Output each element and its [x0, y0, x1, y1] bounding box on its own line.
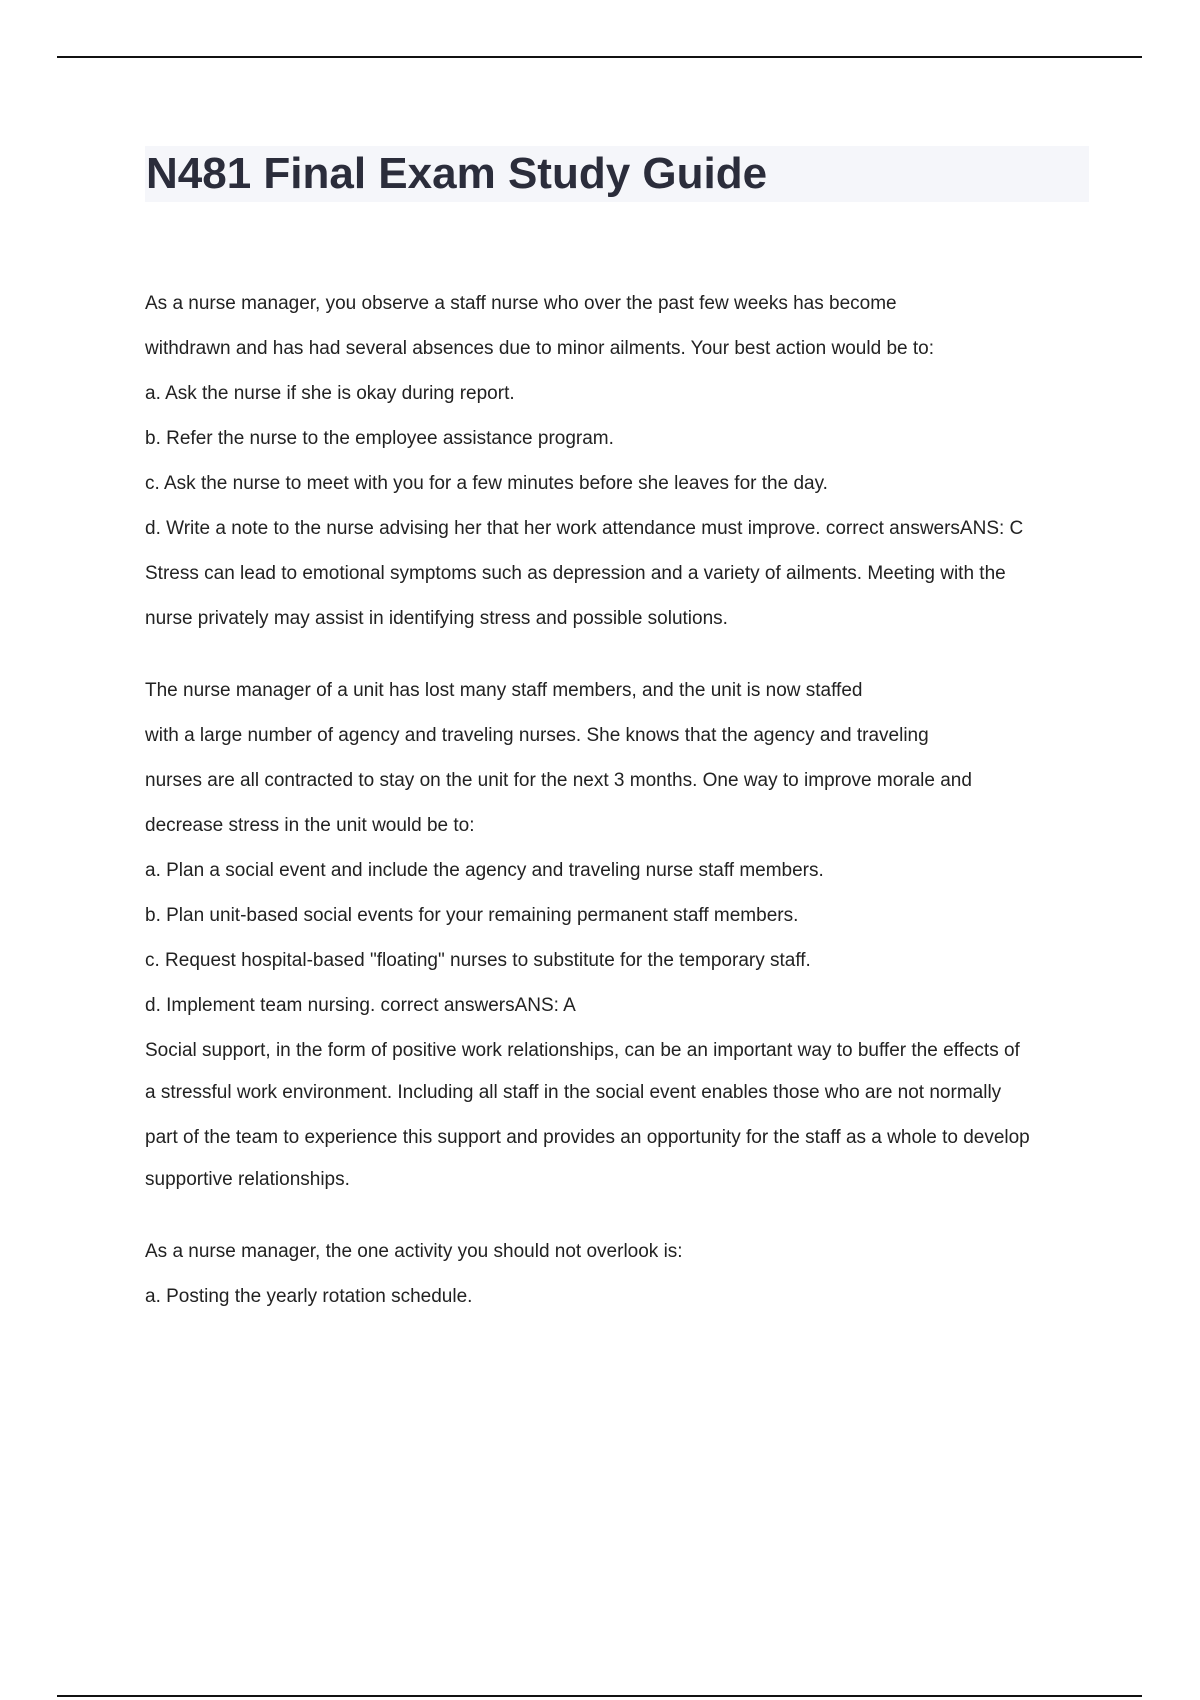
question-2-option-d: d. Implement team nursing. correct answersANS: A: [145, 995, 576, 1016]
question-1-option-a: a. Ask the nurse if she is okay during report.: [145, 383, 515, 404]
question-1-option-c: c. Ask the nurse to meet with you for a few minutes before she leaves for the day.: [145, 473, 828, 494]
question-3-line-1: As a nurse manager, the one activity you should not overlook is:: [145, 1241, 683, 1262]
question-1-line-2: withdrawn and has had several absences due to minor ailments. Your best action would be to:: [145, 338, 934, 359]
question-1-rationale-1: Stress can lead to emotional symptoms such as depression and a variety of ailments. Meeting with the: [145, 563, 1006, 584]
question-2-line-4: decrease stress in the unit would be to:: [145, 815, 475, 836]
question-2-rationale-4: supportive relationships.: [145, 1169, 350, 1190]
question-1-line-1: As a nurse manager, you observe a staff nurse who over the past few weeks has become: [145, 293, 897, 314]
question-2-option-c: c. Request hospital-based "floating" nurses to substitute for the temporary staff.: [145, 950, 811, 971]
question-2-rationale-1: Social support, in the form of positive work relationships, can be an important way to buffer the effects of: [145, 1040, 1020, 1061]
question-2-line-2: with a large number of agency and traveling nurses. She knows that the agency and traveling: [145, 725, 929, 746]
question-1-option-b: b. Refer the nurse to the employee assistance program.: [145, 428, 614, 449]
question-2-option-b: b. Plan unit-based social events for your remaining permanent staff members.: [145, 905, 799, 926]
question-1-option-d: d. Write a note to the nurse advising her that her work attendance must improve. correct answersANS: C: [145, 518, 1024, 539]
bottom-rule: [57, 1695, 1142, 1697]
document-body: [145, 292, 1095, 1309]
question-2-line-1: The nurse manager of a unit has lost many staff members, and the unit is now staffed: [145, 680, 863, 701]
question-2-rationale-3: part of the team to experience this support and provides an opportunity for the staff as a whole to develop: [145, 1127, 1030, 1148]
question-block-2: [145, 679, 1095, 1192]
document-title: N481 Final Exam Study Guide: [146, 149, 768, 198]
question-block-1: [145, 292, 1095, 631]
question-1-rationale-2: nurse privately may assist in identifying stress and possible solutions.: [145, 608, 728, 629]
question-3-option-a: a. Posting the yearly rotation schedule.: [145, 1286, 473, 1307]
top-rule: [57, 56, 1142, 58]
question-block-3: [145, 1240, 1095, 1309]
question-2-line-3: nurses are all contracted to stay on the unit for the next 3 months. One way to improve morale and: [145, 770, 972, 791]
question-2-option-a: a. Plan a social event and include the agency and traveling nurse staff members.: [145, 860, 824, 881]
question-2-rationale-2: a stressful work environment. Including all staff in the social event enables those who are not normally: [145, 1082, 1002, 1103]
